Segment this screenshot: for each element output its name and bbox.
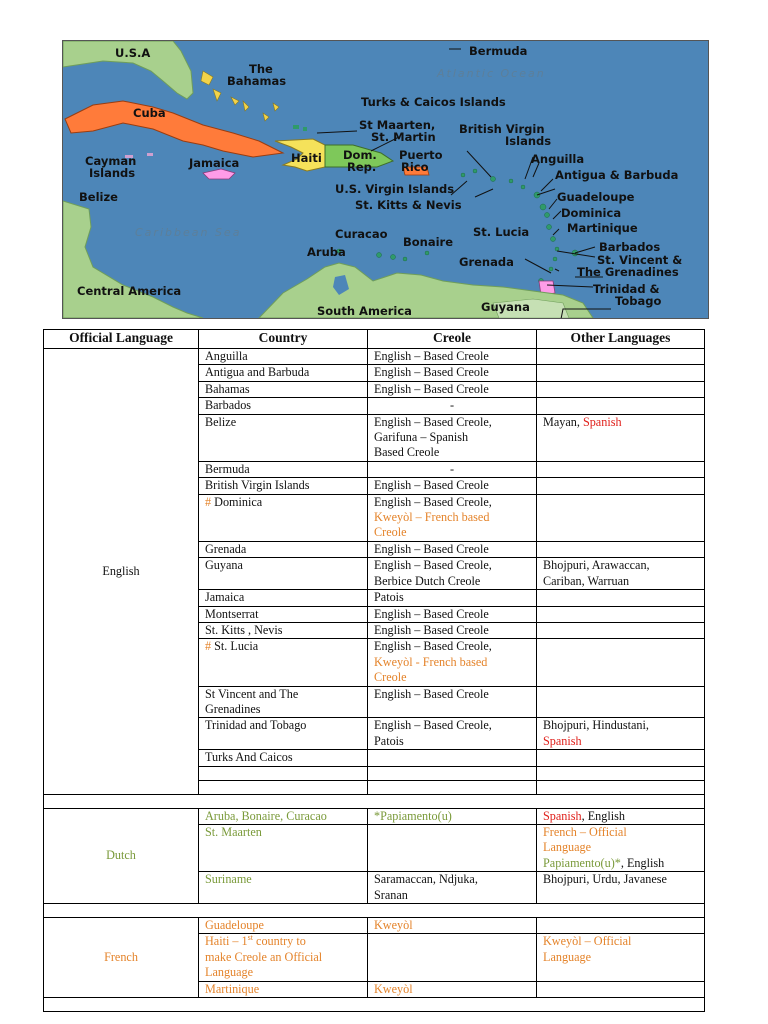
other-languages-cell — [537, 686, 705, 718]
creole-cell — [368, 414, 537, 461]
creole-cell: *Papiamento(u) — [368, 808, 537, 824]
country-cell: Turks And Caicos — [199, 750, 368, 766]
other-language-line: Language — [543, 840, 592, 855]
country-cell: Jamaica — [199, 590, 368, 606]
label-anguilla: Anguilla — [531, 152, 585, 166]
creole-line: English – Based Creole, — [374, 414, 492, 429]
creole-line: Patois — [374, 733, 404, 748]
other-languages-cell — [537, 414, 705, 461]
other-language-line: Language — [543, 949, 592, 964]
other-language: , English — [581, 808, 625, 823]
table-row — [44, 918, 705, 934]
official-language-french: French — [44, 918, 199, 998]
section-divider-row — [44, 794, 705, 808]
label-trinidad-1: Trinidad & — [593, 282, 660, 296]
language-table — [43, 329, 705, 1012]
other-languages-cell — [537, 606, 705, 622]
label-caribbean: Caribbean Sea — [135, 226, 242, 239]
section-divider-row — [44, 904, 705, 918]
other-languages-cell — [537, 808, 705, 824]
label-bermuda: Bermuda — [469, 44, 528, 58]
other-language-papiamento: Papiamento(u)* — [543, 855, 621, 870]
country-line: Language — [205, 965, 254, 980]
section-divider-row — [44, 998, 705, 1012]
creole-line: Kweyòl - French based — [374, 654, 488, 669]
country-line: St Vincent and The — [205, 686, 299, 701]
label-bvi-1: British Virgin — [459, 122, 545, 136]
other-language-spanish: Spanish — [582, 414, 622, 429]
country-cell: British Virgin Islands — [199, 478, 368, 494]
country-text: country to — [253, 934, 306, 949]
hash-mark: # — [205, 494, 212, 509]
label-puertorico-2: Rico — [401, 160, 429, 174]
creole-cell: - — [368, 398, 537, 414]
other-languages-cell — [537, 461, 705, 477]
country-line: Grenadines — [205, 701, 261, 716]
other-languages-cell — [537, 494, 705, 541]
creole-cell: - — [368, 461, 537, 477]
country-cell: Antigua and Barbuda — [199, 365, 368, 381]
country-cell: Anguilla — [199, 349, 368, 365]
creole-cell — [368, 872, 537, 904]
label-trinidad-2: Tobago — [615, 294, 662, 308]
country-cell: Grenada — [199, 541, 368, 557]
creole-line: Berbice Dutch Creole — [374, 573, 481, 588]
other-languages-cell — [537, 639, 705, 686]
creole-cell: English – Based Creole — [368, 349, 537, 365]
label-grenada: Grenada — [459, 255, 514, 269]
label-dominica: Dominica — [561, 206, 622, 220]
label-guyana: Guyana — [481, 300, 530, 314]
country-cell: Suriname — [199, 872, 368, 904]
creole-cell: English – Based Creole — [368, 686, 537, 718]
label-antigua: Antigua & Barbuda — [555, 168, 679, 182]
country-cell — [199, 639, 368, 686]
other-languages-cell — [537, 478, 705, 494]
table-row — [44, 808, 705, 824]
other-languages-cell — [537, 824, 705, 871]
label-stmaarten-1: St Maarten, — [359, 118, 436, 132]
creole-line: Creole — [374, 525, 407, 540]
header-country: Country — [199, 330, 368, 349]
country-cell: Martinique — [199, 981, 368, 997]
label-domrep-1: Dom. — [343, 148, 377, 162]
country-cell: Guyana — [199, 558, 368, 590]
creole-line: Sranan — [374, 887, 408, 902]
label-cuba: Cuba — [133, 106, 166, 120]
creole-cell — [368, 750, 537, 766]
label-stkitts: St. Kitts & Nevis — [355, 198, 462, 212]
label-central-america: Central America — [77, 284, 182, 298]
creole-line: Garifuna – Spanish — [374, 430, 469, 445]
label-atlantic: Atlantic Ocean — [437, 67, 546, 80]
country-cell: St. Maarten — [199, 824, 368, 871]
country-cell: Montserrat — [199, 606, 368, 622]
creole-line: English – Based Creole, — [374, 718, 492, 733]
country-text: Haiti – 1 — [205, 934, 248, 949]
header-other-languages: Other Languages — [537, 330, 705, 349]
creole-cell — [368, 558, 537, 590]
other-languages-cell — [537, 541, 705, 557]
creole-line: Based Creole — [374, 445, 440, 460]
other-language-line: Bhojpuri, Arawaccan, — [543, 558, 650, 573]
creole-cell — [368, 934, 537, 981]
label-stlucia: St. Lucia — [473, 225, 530, 239]
country-cell: Bahamas — [199, 381, 368, 397]
label-cayman-1: Cayman — [85, 154, 137, 168]
creole-cell — [368, 824, 537, 871]
other-language-spanish: Spanish — [543, 733, 582, 748]
creole-line: Saramaccan, Ndjuka, — [374, 872, 478, 887]
label-stmaarten-2: St. Martin — [371, 130, 436, 144]
other-language-line: Kweyòl – Official — [543, 934, 632, 949]
country-cell: Barbados — [199, 398, 368, 414]
label-puertorico-1: Puerto — [399, 148, 443, 162]
creole-cell: English – Based Creole — [368, 541, 537, 557]
label-usvi: U.S. Virgin Islands — [335, 182, 455, 196]
country-cell: Bermuda — [199, 461, 368, 477]
caribbean-map — [62, 40, 709, 319]
other-languages-cell — [537, 918, 705, 934]
country-cell: Trinidad and Tobago — [199, 718, 368, 750]
label-usa: U.S.A — [115, 46, 151, 60]
country-cell — [199, 934, 368, 981]
other-language-line — [543, 856, 698, 871]
creole-cell: English – Based Creole — [368, 381, 537, 397]
other-languages-cell — [537, 349, 705, 365]
other-languages-cell — [537, 381, 705, 397]
label-barbados: Barbados — [599, 240, 661, 254]
creole-cell: English – Based Creole — [368, 365, 537, 381]
label-belize: Belize — [79, 190, 118, 204]
table-header-row — [44, 330, 705, 349]
other-language: Mayan, — [543, 414, 583, 429]
label-stvincent-2: The Grenadines — [577, 265, 679, 279]
official-language-dutch: Dutch — [44, 808, 199, 903]
label-martinique: Martinique — [567, 221, 638, 235]
creole-cell: English – Based Creole — [368, 478, 537, 494]
label-bahamas-2: Bahamas — [227, 74, 287, 88]
country-cell: Belize — [199, 414, 368, 461]
creole-cell — [368, 494, 537, 541]
label-bonaire: Bonaire — [403, 235, 454, 249]
country-name: Dominica — [211, 494, 263, 509]
label-jamaica: Jamaica — [189, 156, 240, 170]
other-languages-cell — [537, 622, 705, 638]
other-language-line: Bhojpuri, Hindustani, — [543, 718, 649, 733]
label-curacao: Curacao — [335, 227, 388, 241]
other-language-line: French – Official — [543, 824, 627, 839]
creole-cell: Kweyòl — [368, 981, 537, 997]
other-language-spanish: Spanish — [543, 808, 582, 823]
other-languages-cell — [537, 981, 705, 997]
creole-cell: English – Based Creole — [368, 606, 537, 622]
superscript: st — [247, 933, 253, 943]
creole-cell — [368, 718, 537, 750]
label-guadeloupe: Guadeloupe — [557, 190, 635, 204]
label-bahamas-1: The — [249, 62, 273, 76]
creole-line: English – Based Creole, — [374, 558, 492, 573]
country-name: St. Lucia — [211, 639, 259, 654]
other-languages-cell — [537, 558, 705, 590]
other-languages-cell — [537, 590, 705, 606]
other-languages-cell — [537, 365, 705, 381]
hash-mark: # — [205, 639, 212, 654]
country-line: make Creole an Official — [205, 949, 323, 964]
creole-line: English – Based Creole, — [374, 639, 492, 654]
country-cell: St. Kitts , Nevis — [199, 622, 368, 638]
creole-cell — [368, 639, 537, 686]
country-line — [205, 934, 361, 949]
official-language-english: English — [44, 349, 199, 795]
header-official-language: Official Language — [44, 330, 199, 349]
label-bvi-2: Islands — [505, 134, 552, 148]
other-languages-cell — [537, 718, 705, 750]
label-aruba: Aruba — [307, 245, 346, 259]
creole-cell: Kweyòl — [368, 918, 537, 934]
creole-line: English – Based Creole, — [374, 494, 492, 509]
country-cell: Guadeloupe — [199, 918, 368, 934]
other-language: , English — [620, 855, 665, 870]
other-languages-cell — [537, 750, 705, 766]
other-languages-cell — [537, 398, 705, 414]
country-cell — [199, 686, 368, 718]
label-turks: Turks & Caicos Islands — [361, 95, 506, 109]
label-south-america: South America — [317, 304, 412, 318]
label-haiti: Haiti — [291, 151, 322, 165]
label-domrep-2: Rep. — [347, 160, 377, 174]
other-languages-cell — [537, 934, 705, 981]
creole-cell: English – Based Creole — [368, 622, 537, 638]
creole-cell: Patois — [368, 590, 537, 606]
country-cell — [199, 494, 368, 541]
country-cell: Aruba, Bonaire, Curacao — [199, 808, 368, 824]
label-stvincent-1: St. Vincent & — [597, 253, 683, 267]
other-languages-cell: Bhojpuri, Urdu, Javanese — [537, 872, 705, 904]
creole-line: Kweyòl – French based — [374, 510, 490, 525]
other-language-line: Cariban, Warruan — [543, 573, 630, 588]
creole-line: Creole — [374, 670, 407, 685]
label-cayman-2: Islands — [89, 166, 136, 180]
table-row — [44, 349, 705, 365]
header-creole: Creole — [368, 330, 537, 349]
